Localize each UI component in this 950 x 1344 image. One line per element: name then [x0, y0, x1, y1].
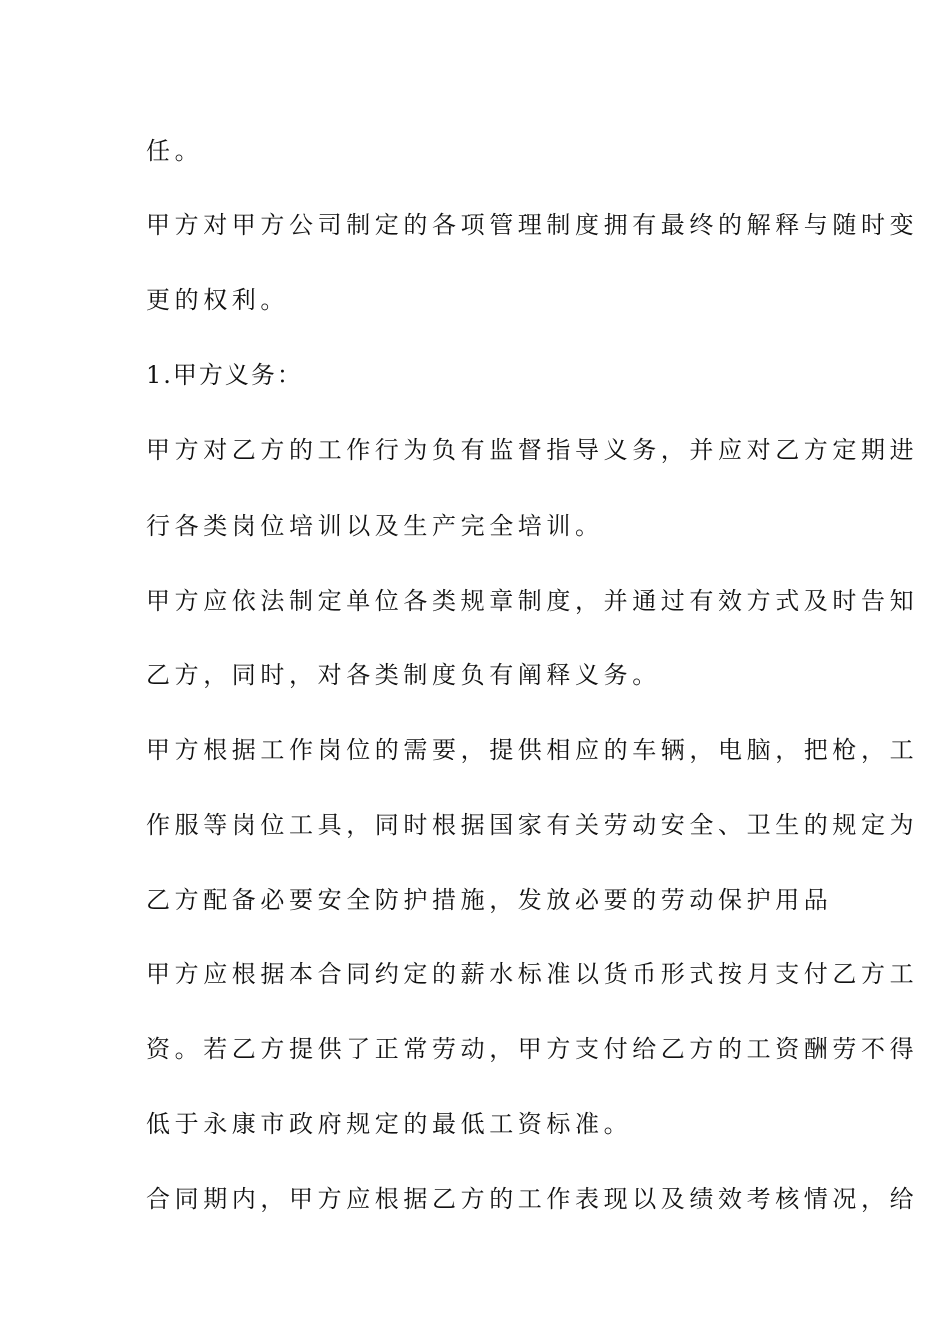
text-line: 行各类岗位培训以及生产完全培训。: [146, 512, 604, 540]
text-line: 低于永康市政府规定的最低工资标准。: [146, 1110, 633, 1138]
text-line: 乙方，同时，对各类制度负有阐释义务。: [146, 661, 661, 689]
text-line: 作服等岗位工具，同时根据国家有关劳动安全、卫生的规定为: [146, 811, 919, 839]
text-line: 乙方配备必要安全防护措施，发放必要的劳动保护用品: [146, 886, 833, 914]
text-line: 任。: [146, 137, 204, 165]
text-line: 合同期内，甲方应根据乙方的工作表现以及绩效考核情况，给: [146, 1185, 919, 1213]
text-line: 甲方对甲方公司制定的各项管理制度拥有最终的解释与随时变: [146, 211, 919, 239]
text-line: 甲方应依法制定单位各类规章制度，并通过有效方式及时告知: [146, 587, 919, 615]
text-line: 更的权利。: [146, 286, 289, 314]
text-line: 甲方对乙方的工作行为负有监督指导义务，并应对乙方定期进: [146, 436, 919, 464]
section-heading: 1.甲方义务：: [146, 361, 303, 389]
text-line: 资。若乙方提供了正常劳动，甲方支付给乙方的工资酬劳不得: [146, 1035, 919, 1063]
text-line: 甲方根据工作岗位的需要，提供相应的车辆，电脑，把枪，工: [146, 736, 919, 764]
text-line: 甲方应根据本合同约定的薪水标准以货币形式按月支付乙方工: [146, 960, 919, 988]
